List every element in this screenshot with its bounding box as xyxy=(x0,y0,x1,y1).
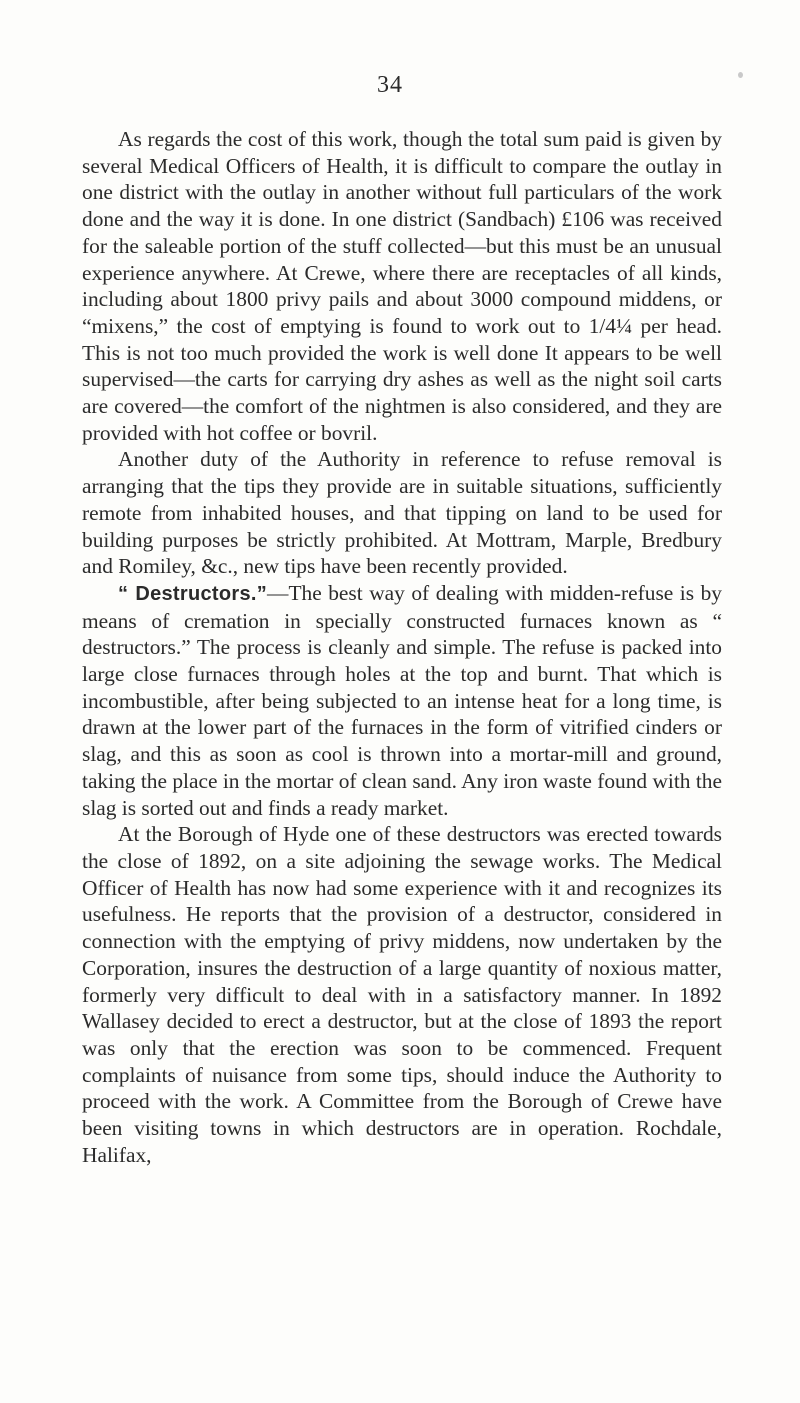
page-number: 34 xyxy=(377,72,403,98)
paragraph-destructors xyxy=(82,580,722,821)
paragraph-tips: Another duty of the Authority in reference to refuse removal is arranging that the tips they provide are in suitable situations, sufficiently remote from inhabited houses, and that tipping on land to be used for building purposes be strictly prohibited. At Mottram, Marple, Bredbury and Romiley, &c., new tips have been recently provided. xyxy=(82,447,722,579)
body-text xyxy=(82,126,722,1168)
paragraph-hyde: At the Borough of Hyde one of these destructors was erected towards the close of 1892, on a site adjoining the sewage works. The Medical Officer of Health has now had some experience with it and recognizes its usefulness. He reports that the provision of a destructor, considered in connection with the emptying of privy middens, now undertaken by the Corporation, insures the destruction of a large quantity of noxious matter, formerly very difficult to deal with in a satisfactory manner. In 1892 Wallasey decided to erect a destructor, but at the close of 1893 the report was only that the erection was soon to be commenced. Frequent complaints of nuisance from some tips, should induce the Authority to proceed with the work. A Committee from the Borough of Crewe have been visiting towns in which destructors are in operation. Rochdale, Halifax, xyxy=(82,822,722,1167)
paragraph-cost: As regards the cost of this work, though the total sum paid is given by several Medical Officers of Health, it is difficult to compare the outlay in one district with the outlay in another without full particulars of the work done and the way it is done. In one district (Sandbach) £106 was received for the saleable portion of the stuff collected—but this must be an unusual experience anywhere. At Crewe, where there are receptacles of all kinds, including about 1800 privy pails and about 3000 compound middens, or “mixens,” the cost of emptying is found to work out to 1/4¼ per head. This is not too much provided the work is well done It appears to be well supervised—the carts for carrying dry ashes as well as the night soil carts are covered—the comfort of the nightmen is also considered, and they are provided with hot coffee or bovril. xyxy=(82,127,722,445)
section-heading-destructors: “ Destructors.” xyxy=(118,582,268,605)
print-speck xyxy=(738,72,743,78)
paragraph-destructors-text: —The best way of dealing with midden-refuse is by means of cremation in specially constructed furnaces known as “ destructors.” The process is cleanly and simple. The refuse is packed into large close furnaces through holes at the top and burnt. That which is incombustible, after being subjected to an intense heat for a long time, is drawn at the lower part of the furnaces in the form of vitrified cinders or slag, and this as soon as cool is thrown into a mortar-mill and ground, taking the place in the mortar of clean sand. Any iron waste found with the slag is sorted out and finds a ready market. xyxy=(82,580,722,820)
